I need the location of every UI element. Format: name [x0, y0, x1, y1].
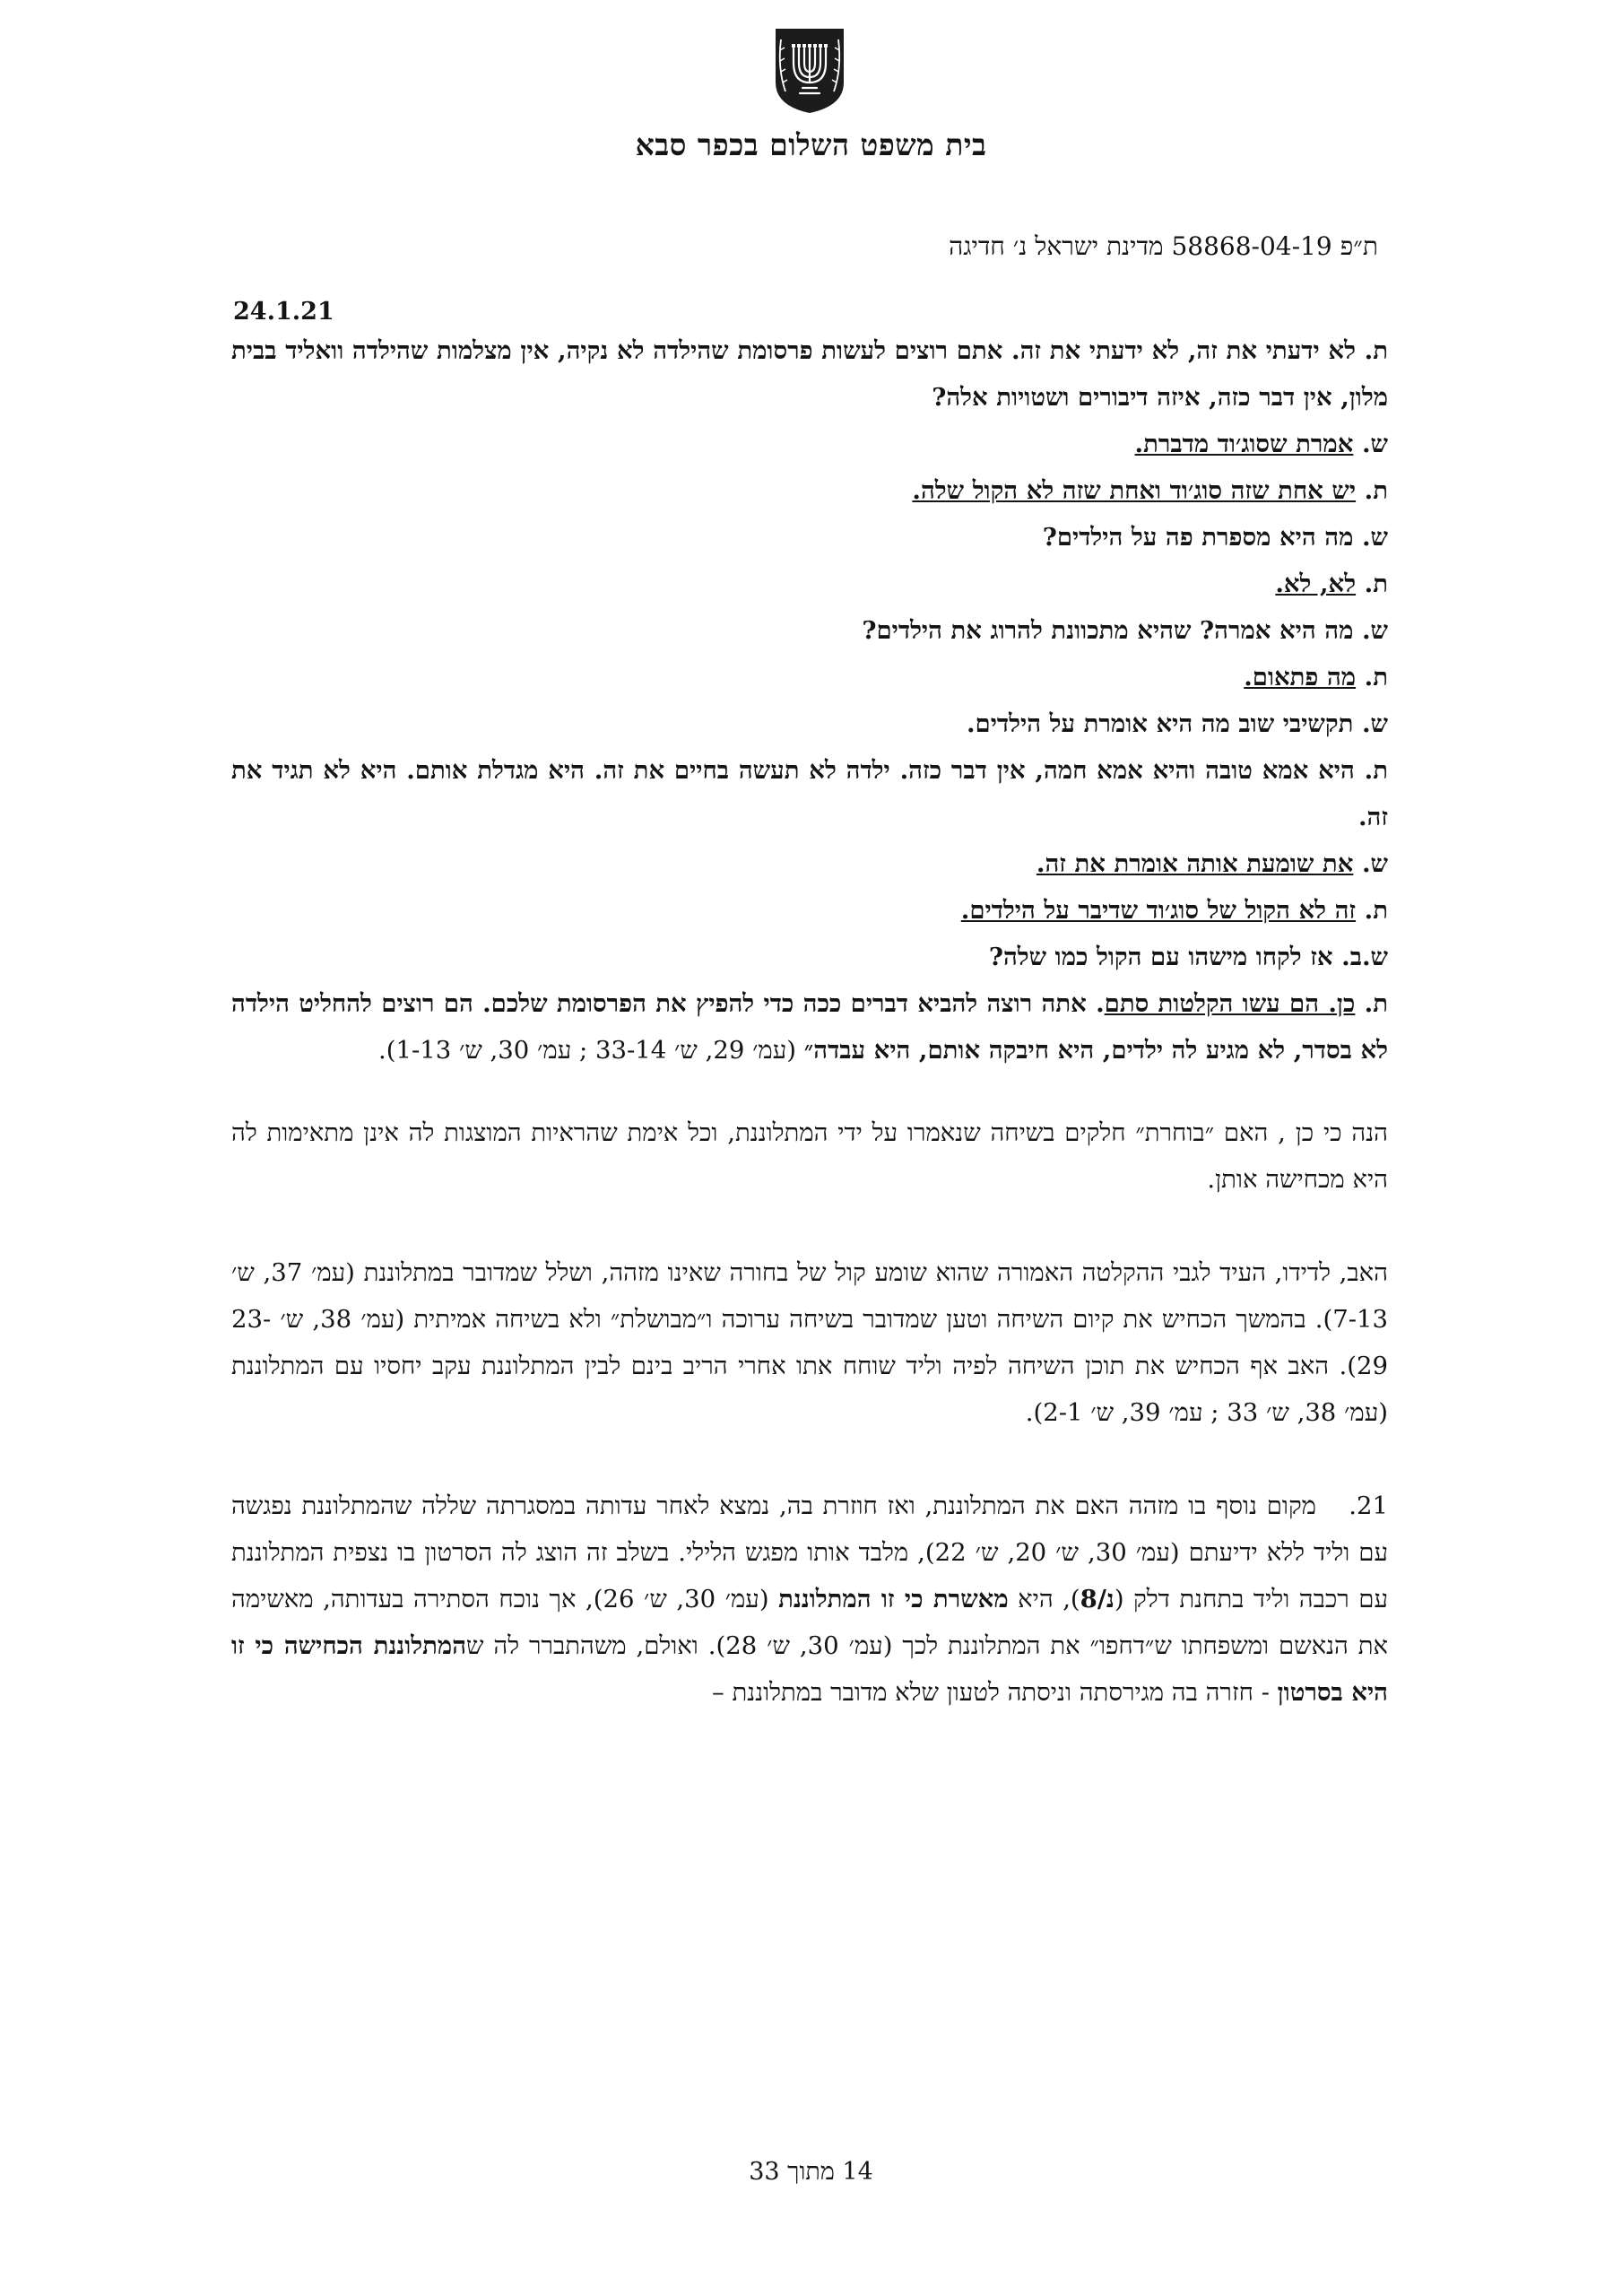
underlined-text: לא, לא.: [1275, 570, 1357, 598]
testimony-text: ש.ב. אז לקחו מישהו עם הקול כמו שלה?: [988, 943, 1388, 971]
testimony-line: [231, 327, 1388, 421]
testimony-line: [231, 887, 1388, 934]
testimony-line: [231, 654, 1388, 700]
numbered-paragraph: [231, 1483, 1388, 1716]
speaker-prefix: ש.: [1353, 849, 1388, 878]
testimony-text: ת. לא ידעתי את זה, לא ידעתי את זה. אתם רוצים לעשות פרסומת שהילדה לא נקיה, אין מצלמות שהילדה וואליד בבית מלון, אין דבר כזה, איזה דיבורים ושטויות אלה?: [231, 336, 1388, 412]
testimony-line: [231, 421, 1388, 467]
exhibit-ref: נ/8: [1080, 1585, 1115, 1613]
paragraph-text: הנה כי כן , האם ״בוחרת״ חלקים בשיחה שנאמרו על ידי המתלוננת, וכל אימת שהראיות המוצגות לה אינן מתאימות לה היא מכחישה אותן.: [231, 1118, 1388, 1194]
hearing-date: 24.1.21: [233, 298, 334, 326]
transcript-citation: (עמ׳ 29, ש׳ 33-14 ; עמ׳ 30, ש׳ 1-13).: [377, 1036, 804, 1065]
case-reference: ת״פ 58868-04-19 מדינת ישראל נ׳ חדיגה: [949, 231, 1378, 261]
speaker-prefix: ת.: [1356, 896, 1388, 925]
spacer: [231, 1436, 1388, 1483]
paragraph-text: האב, לדידו, העיד לגבי ההקלטה האמורה שהוא שומע קול של בחורה שאינו מזהה, ושלל שמדובר במתלוננת (עמ׳ 37, ש׳ 7-13). בהמשך הכחיש את קיום השיחה וטען שמדובר בשיחה ערוכה ו״מבושלת״ ולא בשיחה אמיתית (עמ׳ 38, ש׳ 23-29). האב אף הכחיש את תוכן השיחה לפיה וליד שוחח אתו אחרי הריב בינם לבין המתלוננת עקב יחסיו עם המתלוננת (עמ׳ 38, ש׳ 33 ; עמ׳ 39, ש׳ 2-1).: [231, 1258, 1389, 1427]
court-name: בית משפט השלום בכפר סבא: [635, 127, 987, 162]
testimony-text: ש. מה היא מספרת פה על הילדים?: [1042, 523, 1388, 552]
speaker-prefix: ת.: [1356, 570, 1388, 598]
underlined-text: כן. הם עשו הקלטות סתם: [1104, 989, 1356, 1018]
testimony-line: [231, 467, 1388, 514]
spacer: [231, 1203, 1388, 1249]
speaker-prefix: ת.: [1355, 989, 1388, 1018]
testimony-line: [231, 700, 1388, 747]
testimony-text: ש. מה היא אמרה? שהיא מתכוונת להרוג את הילדים?: [862, 616, 1388, 645]
testimony-line: [231, 561, 1388, 607]
testimony-line: [231, 747, 1388, 840]
testimony-line: [231, 934, 1388, 980]
paragraph: [231, 1109, 1388, 1203]
underlined-text: מה פתאום.: [1244, 663, 1357, 691]
state-emblem-icon: [773, 27, 846, 115]
paragraph-text: - חזרה בה מגירסתה וניסתה לטעון שלא מדובר במתלוננת –: [711, 1678, 1278, 1707]
speaker-prefix: ת.: [1356, 663, 1388, 691]
paragraph: [231, 1249, 1388, 1436]
testimony-text: ת. היא אמא טובה והיא אמא חמה, אין דבר כזה. ילדה לא תעשה בחיים את זה. היא מגדלת אותם. היא לא תגיד את זה.: [231, 756, 1388, 831]
underlined-text: אמרת שסוג׳וד מדברת.: [1134, 430, 1354, 458]
emphasis-text: מאשרת כי זו המתלוננת: [778, 1585, 1009, 1613]
document-body: [231, 327, 1388, 1716]
spacer: [231, 1074, 1388, 1109]
emphasis-text: המתלוננת הכחישה כי זו היא בסרטון: [231, 1631, 1388, 1707]
testimony-text: . אתה רוצה להביא דברים ככה כדי להפיץ את הפרסומת שלכם. הם רוצים להחליט הילדה לא בסדר, לא מגיע לה ילדים, היא חיבקה אותם, היא עבדה״: [231, 989, 1388, 1065]
underlined-text: זה לא הקול של סוג׳וד שדיבר על הילדים.: [960, 896, 1357, 925]
testimony-line: [231, 840, 1388, 887]
testimony-line: [231, 514, 1388, 561]
testimony-line: [231, 607, 1388, 654]
underlined-text: את שומעת אותה אומרת את זה.: [1036, 849, 1354, 878]
speaker-prefix: ש.: [1353, 430, 1388, 458]
paragraph-number: 21.: [1349, 1492, 1388, 1520]
underlined-text: יש אחת שזה סוג׳וד ואחת שזה לא הקול שלה.: [912, 476, 1357, 505]
testimony-text: ש. תקשיבי שוב מה היא אומרת על הילדים.: [966, 709, 1388, 738]
page-number: 14 מתוך 33: [749, 2158, 873, 2186]
paragraph-text: (עמ׳ 30, ש׳ 26), אך נוכח הסתירה בעדותה, מאשימה את הנאשם ומשפחתו ש״דחפו״ את המתלוננת לכך (עמ׳ 30, ש׳ 28). ואולם, משהתברר לה ש: [231, 1585, 1389, 1660]
speaker-prefix: ת.: [1356, 476, 1388, 505]
paragraph-text: מקום נוסף בו מזהה האם את המתלוננת, ואז חוזרת בה, נמצא לאחר עדותה במסגרתה שללה שהמתלוננת נפגשה עם וליד ללא ידיעתם (עמ׳ 30, ש׳ 20, ש׳ 22), מלבד אותו מפגש הלילי. בשלב זה הוצג לה הסרטון בו נצפית המתלוננת עם רכבה וליד בתחנת דלק (: [231, 1492, 1389, 1613]
testimony-line: [231, 980, 1388, 1074]
paragraph-text: ), היא: [1008, 1585, 1080, 1613]
